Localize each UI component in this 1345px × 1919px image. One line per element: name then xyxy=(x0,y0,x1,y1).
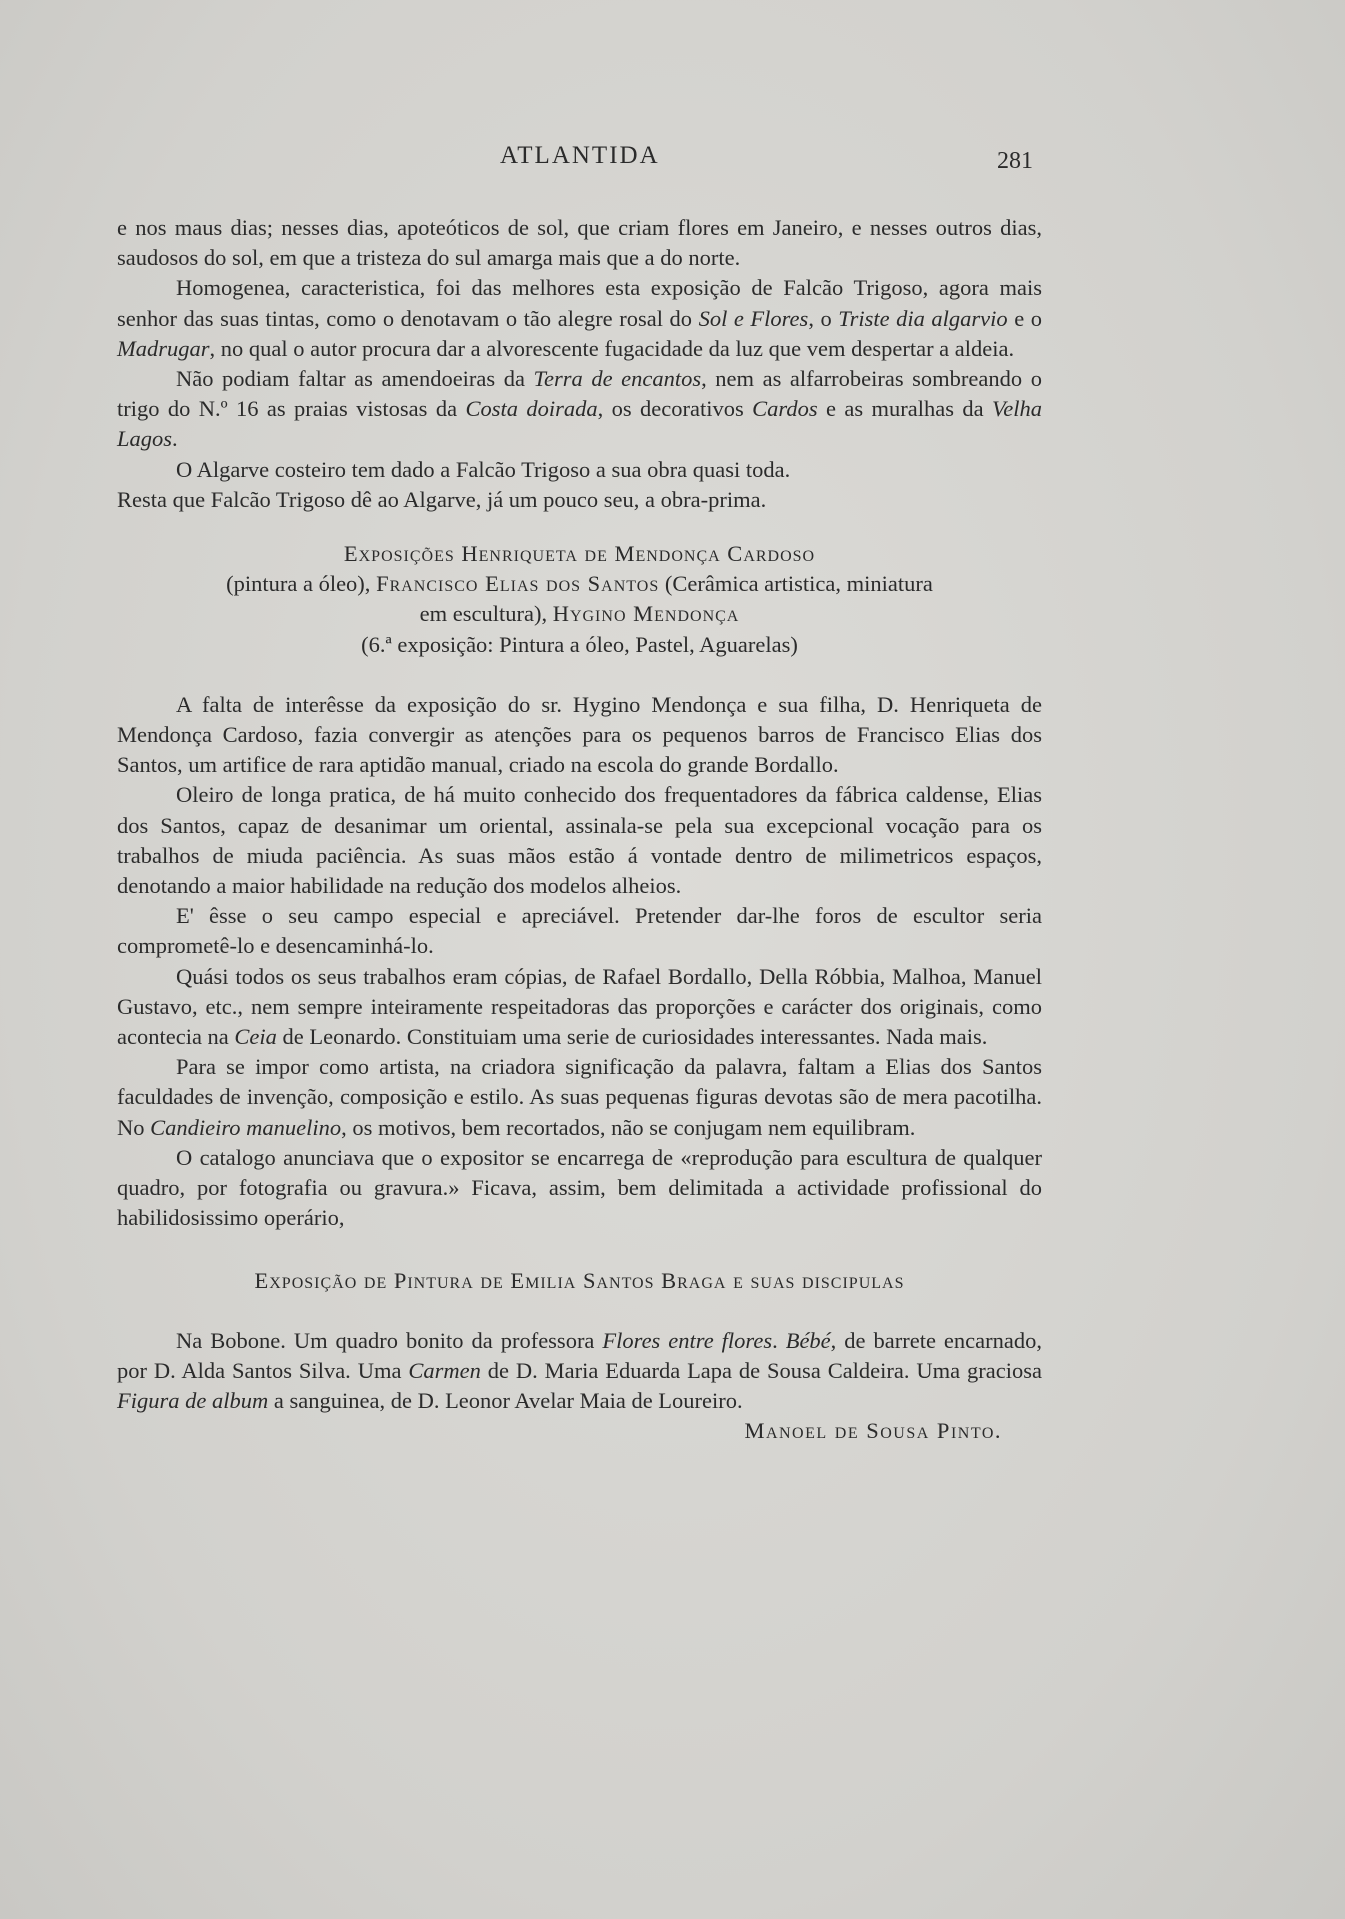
text-run: Homogenea, caracteristica, foi das melhores esta exposição de Falcão Trigoso, agora mais senhor das suas tintas, como o denotavam o tão alegre rosal do xyxy=(117,275,1042,331)
paragraph-amendoeiras xyxy=(117,364,1042,455)
section-heading-2: Exposição de Pintura de Emilia Santos Braga e suas discipulas xyxy=(254,1267,905,1293)
text-run: (Cerâmica artistica, miniatura xyxy=(659,571,933,597)
work-title: Flores entre flores xyxy=(602,1327,773,1353)
work-title: Cardos xyxy=(752,396,818,422)
paragraph xyxy=(117,962,1042,1053)
exhibitor-name: Francisco Elias dos Santos xyxy=(376,571,660,597)
work-title: Costa doirada xyxy=(465,396,598,422)
work-title: Bébé xyxy=(785,1327,831,1353)
text-run: de D. Maria Eduarda Lapa de Sousa Caldeira. Uma graciosa xyxy=(480,1357,1043,1383)
text-run: Para se impor como artista, na criadora significação da palavra, faltam a Elias dos Santos faculdades de invenção, composição e estilo. As suas pequenas figuras devotas são de mera pacotilha. No xyxy=(117,1054,1042,1140)
work-title: Carmen xyxy=(408,1357,481,1383)
text-run: . xyxy=(172,426,178,452)
running-title: ATLANTIDA xyxy=(500,142,660,169)
work-title: Terra de encantos xyxy=(533,366,702,392)
work-title: Triste dia algarvio xyxy=(838,305,1008,331)
paragraph-resta: Resta que Falcão Trigoso dê ao Algarve, já um pouco seu, a obra-prima. xyxy=(117,486,767,512)
text-run: , os motivos, bem recortados, não se conjugam nem equilibram. xyxy=(341,1114,916,1140)
text-run: , nem as alfarrobeiras sombreando o trigo do N.º 16 as praias vistosas da xyxy=(117,366,1042,422)
text-run: , o xyxy=(808,305,839,331)
work-title: Ceia xyxy=(234,1024,277,1050)
work-title: Madrugar xyxy=(117,335,210,361)
paragraph-homogenea xyxy=(117,273,1042,364)
exhibitor-name: Hygino Mendonça xyxy=(552,601,740,627)
text-run: Quási todos os seus trabalhos eram cópias, de Rafael Bordallo, Della Róbbia, Malhoa, Manuel Gustavo, etc., nem sempre inteiramente respeitadoras das proporções e carácter dos originais, como acontecia na xyxy=(117,963,1042,1050)
text-run: , no qual o autor procura dar a alvorescente fugacidade da luz que vem despertar a aldeia. xyxy=(209,335,1015,361)
paragraph: E' êsse o seu campo especial e apreciável. Pretender dar-lhe foros de escultor seria comprometê-lo e desencaminhá-lo. xyxy=(117,903,1042,959)
text-run: , de barrete encarnado, por D. Alda Santos Silva. Uma xyxy=(117,1327,1042,1383)
running-head xyxy=(0,142,1345,176)
section-heading-line: (6.ª exposição: Pintura a óleo, Pastel, Aguarelas) xyxy=(361,631,798,657)
paragraph: A falta de interêsse da exposição do sr. Hygino Mendonça e sua filha, D. Henriqueta de Mendonça Cardoso, fazia convergir as atenções para os pequenos barros de Francisco Elias dos Santos, um artifice de rara aptidão manual, criado na escola do grande Bordallo. xyxy=(117,691,1042,778)
paragraph: O catalogo anunciava que o expositor se encarrega de «reprodução para escultura de qualquer quadro, por fotografia ou gravura.» Ficava, assim, bem delimitada a actividade profissional do habilidosissimo operário, xyxy=(117,1144,1042,1231)
paragraph xyxy=(117,1052,1042,1143)
text-run: Na Bobone. Um quadro bonito da professora xyxy=(176,1327,603,1353)
text-run: . xyxy=(772,1327,786,1353)
page-number: 281 xyxy=(997,148,1033,174)
paragraph: Oleiro de longa pratica, de há muito conhecido dos frequentadores da fábrica caldense, Elias dos Santos, capaz de desanimar um oriental, assinala-se pela sua excepcional vocação para os trabalhos de miuda paciência. As suas mãos estão á vontade dentro de milimetricos espaços, denotando a maior habilidade na redução dos modelos alheios. xyxy=(117,782,1042,899)
text-run: a sanguinea, de D. Leonor Avelar Maia de Loureiro. xyxy=(268,1388,743,1414)
text-run: e as muralhas da xyxy=(817,396,992,422)
article-body xyxy=(117,213,1042,1447)
work-title: Velha Lagos xyxy=(117,396,1042,452)
text-run: e o xyxy=(1007,305,1043,331)
paragraph xyxy=(117,1326,1042,1417)
section-heading-line xyxy=(117,599,1042,629)
text-run: (pintura a óleo), xyxy=(226,571,377,597)
section-heading-1 xyxy=(117,539,1042,660)
text-run: Não podiam faltar as amendoeiras da xyxy=(176,366,534,392)
paragraph-algarve: O Algarve costeiro tem dado a Falcão Trigoso a sua obra quasi toda. xyxy=(176,456,791,482)
author-signature: Manoel de Sousa Pinto. xyxy=(744,1418,1002,1444)
work-title: Sol e Flores xyxy=(698,305,809,331)
section-heading-line: Exposições Henriqueta de Mendonça Cardoso xyxy=(343,541,816,567)
work-title: Figura de album xyxy=(117,1388,269,1414)
work-title: Candieiro manuelino xyxy=(150,1114,342,1140)
text-run: de Leonardo. Constituiam uma serie de curiosidades interessantes. Nada mais. xyxy=(276,1024,988,1050)
text-run: em escultura), xyxy=(419,601,553,627)
text-run: , os decorativos xyxy=(597,396,753,422)
section-heading-line xyxy=(117,569,1042,599)
paragraph-continued: e nos maus dias; nesses dias, apoteóticos de sol, que criam flores em Janeiro, e nesses outros dias, saudosos do sol, em que a tristeza do sul amarga mais que a do norte. xyxy=(117,215,1042,271)
